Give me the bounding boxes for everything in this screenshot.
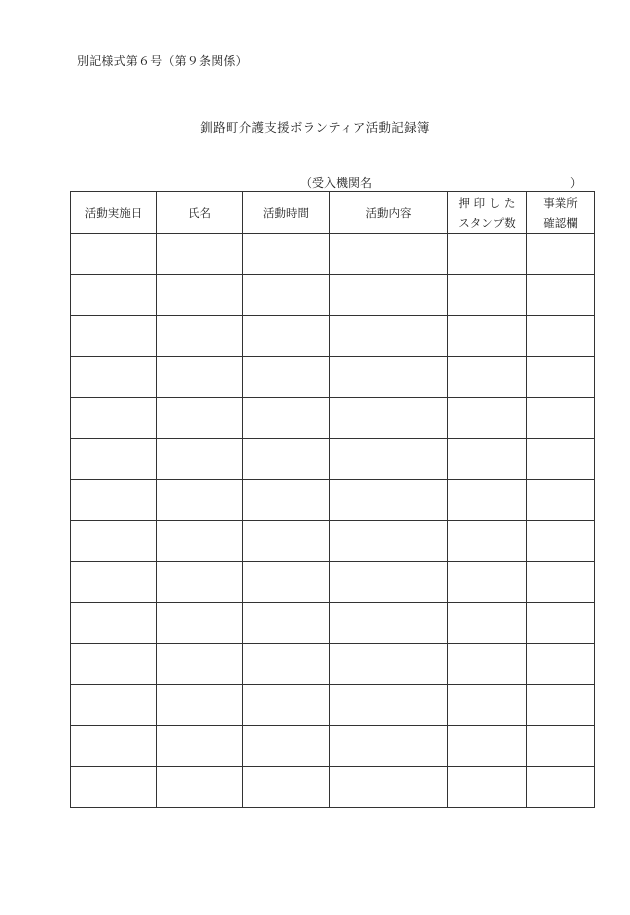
activity-time-cell[interactable] [243,685,330,726]
activity-time-cell[interactable] [243,275,330,316]
activity-date-cell[interactable] [71,316,157,357]
table-row [71,521,595,562]
header-activity-content: 活動内容 [330,192,448,234]
office-confirmation-cell[interactable] [527,685,595,726]
table-row [71,398,595,439]
activity-date-cell[interactable] [71,562,157,603]
activity-date-cell[interactable] [71,234,157,275]
header-activity-date: 活動実施日 [71,192,157,234]
table-row [71,603,595,644]
activity-date-cell[interactable] [71,357,157,398]
table-row [71,562,595,603]
header-office-confirmation [527,192,595,234]
stamp-count-cell[interactable] [448,316,527,357]
name-cell[interactable] [157,234,243,275]
activity-content-cell[interactable] [330,316,448,357]
office-confirmation-cell[interactable] [527,398,595,439]
table-row [71,357,595,398]
office-confirmation-cell[interactable] [527,480,595,521]
office-confirmation-cell[interactable] [527,767,595,808]
activity-date-cell[interactable] [71,275,157,316]
activity-date-cell[interactable] [71,439,157,480]
activity-content-cell[interactable] [330,726,448,767]
header-stamp-count-line1: 押 印 し た [458,195,516,210]
stamp-count-cell[interactable] [448,275,527,316]
activity-content-cell[interactable] [330,521,448,562]
table-row [71,275,595,316]
stamp-count-cell[interactable] [448,439,527,480]
activity-date-cell[interactable] [71,726,157,767]
activity-content-cell[interactable] [330,439,448,480]
office-confirmation-cell[interactable] [527,644,595,685]
table-row [71,234,595,275]
activity-time-cell[interactable] [243,357,330,398]
name-cell[interactable] [157,439,243,480]
office-confirmation-cell[interactable] [527,234,595,275]
stamp-count-cell[interactable] [448,357,527,398]
stamp-count-cell[interactable] [448,562,527,603]
activity-date-cell[interactable] [71,685,157,726]
stamp-count-cell[interactable] [448,398,527,439]
document-title: 釧路町介護支援ボランティア活動記録簿 [200,120,430,135]
activity-date-cell[interactable] [71,603,157,644]
table-row [71,439,595,480]
stamp-count-cell[interactable] [448,644,527,685]
table-row [71,767,595,808]
activity-time-cell[interactable] [243,316,330,357]
activity-content-cell[interactable] [330,480,448,521]
office-confirmation-cell[interactable] [527,603,595,644]
activity-time-cell[interactable] [243,480,330,521]
name-cell[interactable] [157,357,243,398]
activity-content-cell[interactable] [330,357,448,398]
name-cell[interactable] [157,603,243,644]
activity-date-cell[interactable] [71,521,157,562]
activity-content-cell[interactable] [330,275,448,316]
activity-time-cell[interactable] [243,726,330,767]
activity-content-cell[interactable] [330,644,448,685]
name-cell[interactable] [157,767,243,808]
name-cell[interactable] [157,726,243,767]
office-confirmation-cell[interactable] [527,357,595,398]
activity-content-cell[interactable] [330,398,448,439]
activity-time-cell[interactable] [243,603,330,644]
activity-content-cell[interactable] [330,603,448,644]
stamp-count-cell[interactable] [448,521,527,562]
activity-date-cell[interactable] [71,767,157,808]
activity-time-cell[interactable] [243,562,330,603]
name-cell[interactable] [157,562,243,603]
activity-content-cell[interactable] [330,562,448,603]
stamp-count-cell[interactable] [448,685,527,726]
activity-time-cell[interactable] [243,398,330,439]
table-row [71,726,595,767]
activity-time-cell[interactable] [243,234,330,275]
stamp-count-cell[interactable] [448,726,527,767]
office-confirmation-cell[interactable] [527,726,595,767]
table-header-row [71,192,595,234]
office-confirmation-cell[interactable] [527,275,595,316]
activity-time-cell[interactable] [243,767,330,808]
activity-content-cell[interactable] [330,234,448,275]
receiving-organization-label: （受入機関名 [300,176,373,190]
stamp-count-cell[interactable] [448,767,527,808]
name-cell[interactable] [157,644,243,685]
closing-parenthesis: ） [569,176,582,190]
receiving-organization-line [300,174,582,191]
record-table-body [71,234,595,808]
activity-time-cell[interactable] [243,439,330,480]
name-cell[interactable] [157,521,243,562]
activity-time-cell[interactable] [243,644,330,685]
table-row [71,480,595,521]
activity-date-cell[interactable] [71,480,157,521]
name-cell[interactable] [157,316,243,357]
activity-date-cell[interactable] [71,398,157,439]
header-name: 氏名 [157,192,243,234]
stamp-count-cell[interactable] [448,234,527,275]
table-row [71,685,595,726]
office-confirmation-cell[interactable] [527,316,595,357]
name-cell[interactable] [157,275,243,316]
header-activity-time: 活動時間 [243,192,330,234]
activity-record-table [70,191,595,808]
stamp-count-cell[interactable] [448,480,527,521]
table-row [71,644,595,685]
activity-content-cell[interactable] [330,767,448,808]
header-stamp-count-line2: スタンプ数 [458,215,516,230]
header-stamp-count [448,192,527,234]
form-number: 別記様式第６号（第９条関係） [77,54,248,68]
header-office-confirmation-line1: 事業所 [543,195,578,210]
office-confirmation-cell[interactable] [527,562,595,603]
activity-time-cell[interactable] [243,521,330,562]
header-office-confirmation-line2: 確認欄 [543,215,578,230]
activity-date-cell[interactable] [71,644,157,685]
name-cell[interactable] [157,480,243,521]
table-row [71,316,595,357]
activity-content-cell[interactable] [330,685,448,726]
stamp-count-cell[interactable] [448,603,527,644]
office-confirmation-cell[interactable] [527,439,595,480]
name-cell[interactable] [157,398,243,439]
name-cell[interactable] [157,685,243,726]
office-confirmation-cell[interactable] [527,521,595,562]
